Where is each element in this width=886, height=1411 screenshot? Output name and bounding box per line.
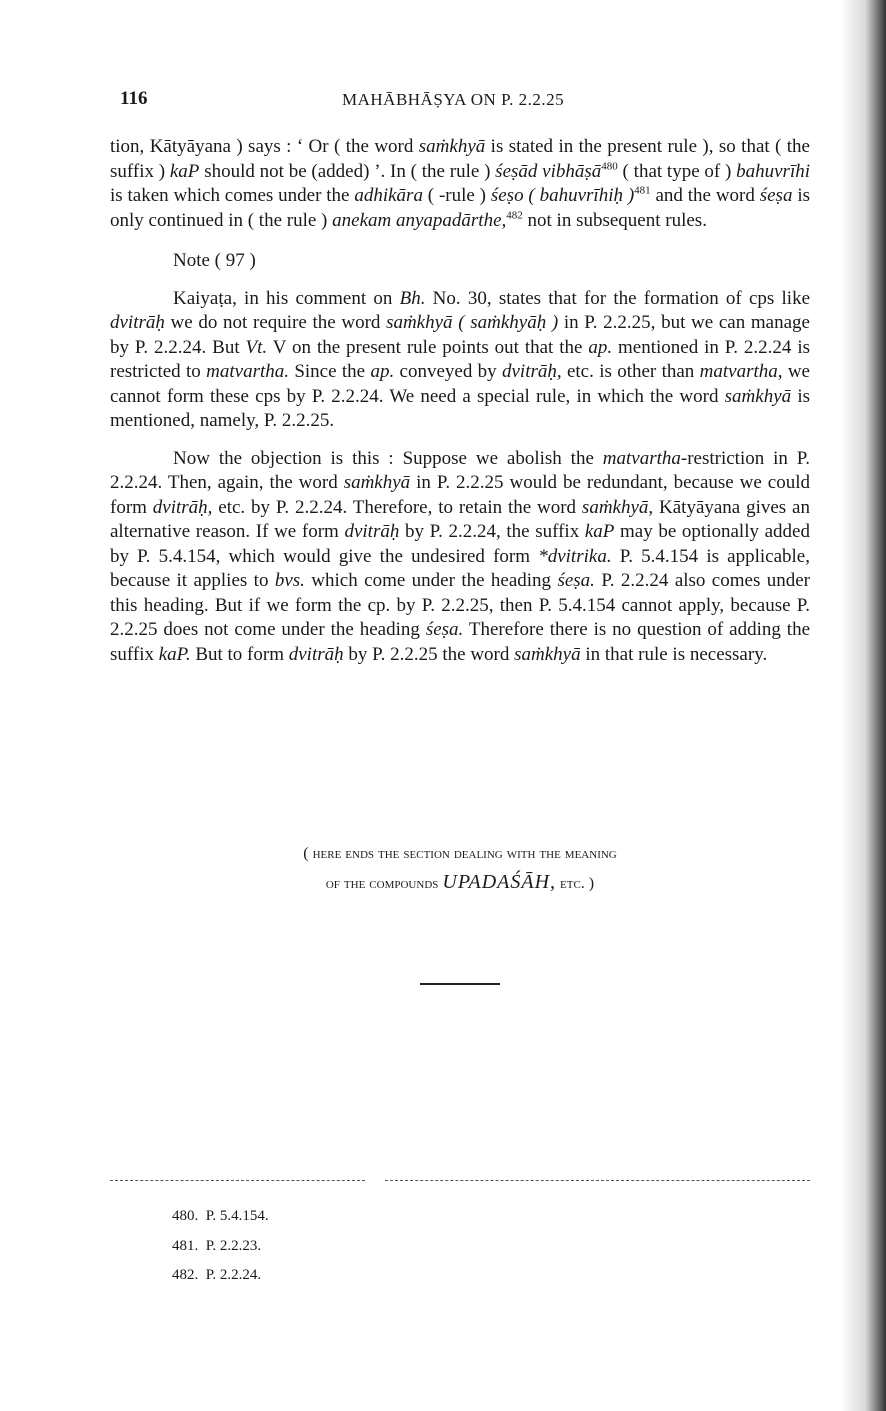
term: śeṣo ( bahuvrīhiḥ ) [490,185,635,206]
term: śeṣa [759,185,793,206]
section-end-line1: ( here ends the section dealing with the meaning [303,845,617,862]
term: ap. [588,336,613,358]
text: Kātyāyana gives an alternative reason. If we form [110,496,810,542]
text: Therefore there is no question of adding the suffix [110,619,811,665]
compound-title: UPADAŚĀH, [442,871,557,893]
text: etc. by P. 2.2.24. Therefore, to retain the word [212,496,582,518]
text: is stated in the present rule ), so that ( the suffix ) [110,136,810,182]
running-header-ref: P. 2.2.25 [501,90,565,109]
text: not in subsequent rules. [522,209,707,231]
term: kaP. [158,643,191,665]
paragraph-objection [110,447,810,668]
text: etc. is other than [561,361,700,382]
term: dvitrāḥ [344,521,400,542]
term: śeṣa. [425,619,464,640]
text: and the word [650,185,760,206]
text: -restriction in P. 2.2.24. Then, again, the word [110,447,810,493]
footnote-number: 481. [172,1238,199,1254]
text: etc. ) [560,875,595,892]
text: we cannot form these cps by P. 2.2.24. We need a special rule, in which the word [110,361,810,407]
term: saṁkhyā [724,385,792,407]
text: should not be (added) ’. In ( the rule ) [199,160,496,182]
body-text [110,135,810,667]
footnote-ref: 482 [506,209,523,222]
text: Since the [289,361,371,382]
term: dvitrāḥ [288,643,344,665]
term: anekam anyapadārthe, [332,209,507,231]
text: tion, Kātyāyana ) says : ‘ Or ( the word [110,136,419,157]
term: bahuvrīhi [736,160,811,182]
footnote-number: 482. [172,1267,199,1283]
text: No. 30, states that for the formation of cps like [425,287,811,309]
term: matvartha, [699,361,783,382]
term: adhikāra [354,185,423,206]
text: Kaiyaṭa, in his comment on [173,287,400,309]
footnote-item [172,1238,261,1255]
text: is mentioned, namely, P. 2.2.25. [110,385,810,431]
footnote-rule [110,1180,365,1181]
page-edge-shadow [840,0,886,1411]
term: saṁkhyā ( saṁkhyāḥ ) [386,312,559,333]
term: saṁkhyā, [581,496,654,518]
text: P. 5.4.154 is applicable, because it applies to [110,545,810,591]
term: dvitrāḥ, [152,496,213,518]
term: dvitrāḥ, [502,361,562,382]
footnote-rule [385,1180,810,1181]
text: we do not require the word [164,312,387,333]
section-end-line2 [140,868,780,898]
text: But to form [190,643,289,665]
text: in P. 2.2.25 would be redundant, because we could form [110,472,810,518]
term: Bh. [399,287,426,309]
text: in P. 2.2.25, but we can manage by P. 2.2.24. But [110,312,810,358]
text: P. 2.2.24 also comes under this heading. But if we form the cp. by P. 2.2.25, then P. 5.4.154 cannot apply, because P. 2.2.25 does not come under the heading [110,570,810,640]
term: Vt. [245,336,268,358]
term: kaP [584,521,615,542]
term: ap. [370,361,395,382]
note-heading: Note ( 97 ) [173,250,256,271]
term: dvitrāḥ [110,312,165,333]
footnote-number: 480. [172,1208,199,1224]
page-number: 116 [120,88,148,109]
footnote-text: P. 2.2.24. [205,1267,262,1283]
term: śeṣa. [557,570,595,591]
footnote-text: P. 2.2.23. [205,1238,262,1254]
text: ( -rule ) [422,185,491,206]
text: which come under the heading [304,570,558,591]
term: bvs. [274,570,305,591]
term: matvartha [602,447,681,469]
text: Now the objection is this : Suppose we abolish the [173,447,603,469]
section-end-note [140,840,780,898]
term: śeṣād vibhāṣā [495,160,602,182]
term: saṁkhyā [343,472,411,493]
paragraph-kaiyata [110,287,810,434]
term: saṁkhyā [514,643,581,665]
term: saṁkhyā [418,136,486,157]
text: by P. 2.2.25 the word [343,643,515,665]
term: *dvitrika. [538,545,612,567]
text: is taken which comes under the [110,185,355,206]
term: kaP [169,160,200,182]
footnote-item [172,1208,269,1225]
text: is only continued in ( the rule ) [110,185,810,231]
text: ( that type of ) [617,160,737,182]
text: conveyed by [394,361,502,382]
running-header [342,90,564,110]
text: V on the present rule points out that the [267,336,589,358]
footnote-ref: 481 [634,184,651,197]
text: in that rule is necessary. [580,643,768,665]
text: mentioned in P. 2.2.24 is restricted to [110,336,810,382]
running-header-title: MAHĀBHĀṢYA ON [342,90,497,109]
text: by P. 2.2.24, the suffix [399,521,585,542]
footnote-ref: 480 [601,160,618,173]
section-divider [420,983,500,985]
text: of the compounds [325,875,439,892]
text: may be optionally added by P. 5.4.154, which would give the undesired form [110,521,810,567]
footnote-item [172,1267,261,1284]
term: matvartha. [206,361,289,382]
paragraph-continued [110,135,810,233]
footnote-text: P. 5.4.154. [205,1208,269,1224]
